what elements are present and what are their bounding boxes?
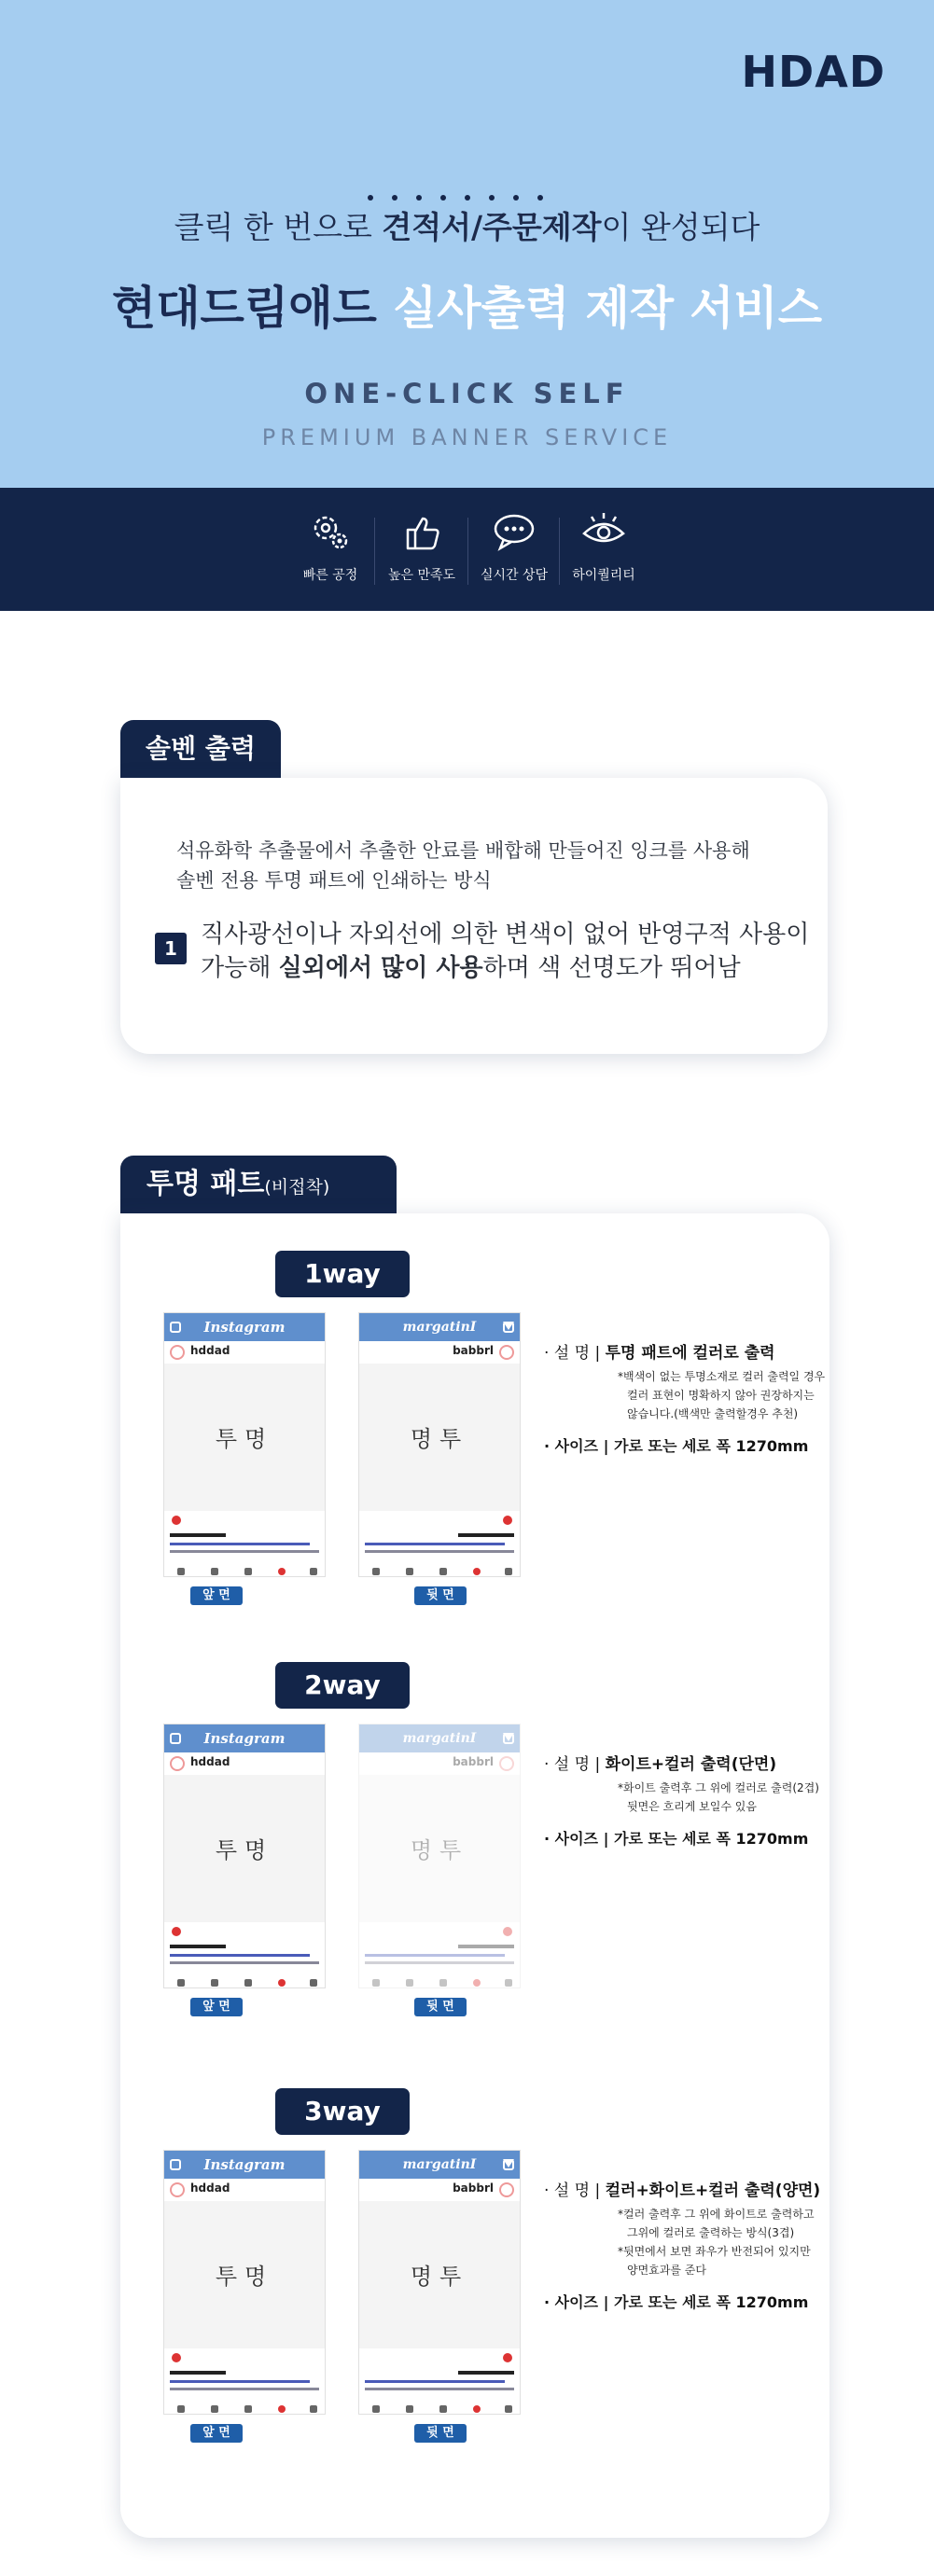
solvent-point: 직사광선이나 자외선에 의한 변색이 없어 반영구적 사용이 가능해 실외에서 많이 사용하며 색 선명도가 뛰어남 (201, 921, 810, 982)
back-side-badge: 뒷 면 (414, 1998, 467, 2016)
feature-high-quality: 하이퀄리티 (557, 511, 650, 584)
thumbs-up-icon (400, 511, 443, 552)
app-header: Instagram (164, 1724, 325, 1752)
user-row (359, 1341, 520, 1364)
gear-icon (309, 511, 352, 552)
front-phone-mockup (163, 1312, 326, 1577)
avatar (170, 1756, 185, 1771)
heart-icon (172, 1927, 181, 1936)
user-row (164, 1752, 325, 1775)
way-size: · 사이즈 | 가로 또는 세로 폭 1270mm (544, 1830, 809, 1848)
way-label-3: 3way (275, 2088, 410, 2135)
bottom-nav (359, 1976, 520, 1988)
eye-icon (580, 511, 627, 552)
way-label-2: 2way (275, 1662, 410, 1709)
username: babbrl (453, 1755, 494, 1768)
camera-icon (503, 1733, 514, 1744)
transparent-label: 명투 (410, 2264, 469, 2290)
feature-fast-process: 빠른 공정 (284, 511, 377, 584)
app-header: margatinI (359, 1724, 520, 1752)
feature-live-chat: 실시간 상담 (467, 511, 561, 584)
username: babbrl (453, 1344, 494, 1357)
back-phone-mockup (358, 1724, 521, 1988)
user-row (164, 1341, 325, 1364)
transparent-label: 명투 (410, 1837, 469, 1863)
post-footer (164, 2348, 325, 2415)
heart-icon (172, 1516, 181, 1525)
avatar (499, 1345, 514, 1360)
way-note: *컬러 출력후 그 위에 화이트로 출력하고 그위에 컬러로 출력하는 방식(3겹) *뒷면에서 보면 좌우가 반전되어 있지만 양면효과를 준다 (618, 2208, 815, 2277)
transparent-label: 투명 (215, 1837, 274, 1863)
front-side-badge: 앞 면 (190, 1998, 243, 2016)
feature-satisfaction: 높은 만족도 (375, 511, 468, 584)
user-row (359, 2179, 520, 2201)
heart-icon (503, 2353, 512, 2362)
user-row (359, 1752, 520, 1775)
chat-bubble-icon (491, 511, 537, 552)
app-header: Instagram (164, 2151, 325, 2179)
solvent-description: 석유화학 추출물에서 추출한 안료를 배합해 만들어진 잉크를 사용해 솔벤 전용 투명 패트에 인쇄하는 방식 (176, 839, 750, 892)
hero-title: 현대드림애드 실사출력 제작 서비스 (111, 282, 823, 335)
camera-icon (503, 1322, 514, 1333)
bottom-nav (164, 2403, 325, 2415)
camera-icon (170, 1322, 181, 1333)
post-footer (359, 2348, 520, 2415)
username: hddad (190, 1755, 230, 1768)
app-header: Instagram (164, 1313, 325, 1341)
way-description: · 설 명 | 화이트+컬러 출력(단면) (544, 1755, 777, 1774)
way-note: *백색이 없는 투명소재로 컬러 출력일 경우 컬러 표현이 명확하지 않아 권장하지는 않습니다.(백색만 출력할경우 추천) (618, 1370, 826, 1420)
avatar (170, 1345, 185, 1360)
hero-subtitle: 클릭 한 번으로 견적서/주문제작이 완성되다 (174, 209, 760, 245)
back-phone-mockup (358, 1312, 521, 1577)
bottom-nav (359, 1565, 520, 1577)
pet-tab: 투명 패트(비접착) (120, 1156, 397, 1213)
post-footer (164, 1511, 325, 1577)
transparent-label: 명투 (410, 1426, 469, 1452)
back-phone-mockup (358, 2150, 521, 2415)
way-size: · 사이즈 | 가로 또는 세로 폭 1270mm (544, 2293, 809, 2311)
avatar (170, 2182, 185, 2197)
app-header: margatinI (359, 2151, 520, 2179)
camera-icon (170, 1733, 181, 1744)
front-side-badge: 앞 면 (190, 1586, 243, 1605)
way-label-1: 1way (275, 1251, 410, 1297)
transparent-label: 투명 (215, 1426, 274, 1452)
english-subheadline: PREMIUM BANNER SERVICE (261, 424, 673, 450)
way-description: · 설 명 | 투명 패트에 컬러로 출력 (544, 1344, 775, 1363)
front-phone-mockup (163, 2150, 326, 2415)
feature-bar (0, 488, 934, 611)
heart-icon (503, 1927, 512, 1936)
emphasis-dots (368, 187, 562, 194)
solvent-card (120, 778, 828, 1054)
heart-icon (172, 2353, 181, 2362)
post-footer (359, 1511, 520, 1577)
bottom-nav (359, 2403, 520, 2415)
back-side-badge: 뒷 면 (414, 2424, 467, 2443)
user-row (164, 2179, 325, 2201)
hero-banner (0, 0, 934, 488)
username: babbrl (453, 2181, 494, 2195)
camera-icon (170, 2159, 181, 2170)
app-header: margatinI (359, 1313, 520, 1341)
way-size: · 사이즈 | 가로 또는 세로 폭 1270mm (544, 1437, 809, 1455)
back-side-badge: 뒷 면 (414, 1586, 467, 1605)
front-side-badge: 앞 면 (190, 2424, 243, 2443)
bottom-nav (164, 1976, 325, 1988)
username: hddad (190, 2181, 230, 2195)
bottom-nav (164, 1565, 325, 1577)
post-footer (164, 1922, 325, 1988)
heart-icon (503, 1516, 512, 1525)
post-footer (359, 1922, 520, 1988)
solvent-tab: 솔벤 출력 (120, 720, 281, 778)
username: hddad (190, 1344, 230, 1357)
camera-icon (503, 2159, 514, 2170)
front-phone-mockup (163, 1724, 326, 1988)
way-description: · 설 명 | 컬러+화이트+컬러 출력(양면) (544, 2181, 821, 2200)
avatar (499, 2182, 514, 2197)
point-number: 1 (155, 933, 187, 964)
way-note: *화이트 출력후 그 위에 컬러로 출력(2겹) 뒷면은 흐리게 보일수 있음 (618, 1781, 819, 1813)
avatar (499, 1756, 514, 1771)
english-headline: ONE-CLICK SELF (304, 378, 630, 409)
logo: HDAD (741, 47, 885, 97)
transparent-label: 투명 (215, 2264, 274, 2290)
